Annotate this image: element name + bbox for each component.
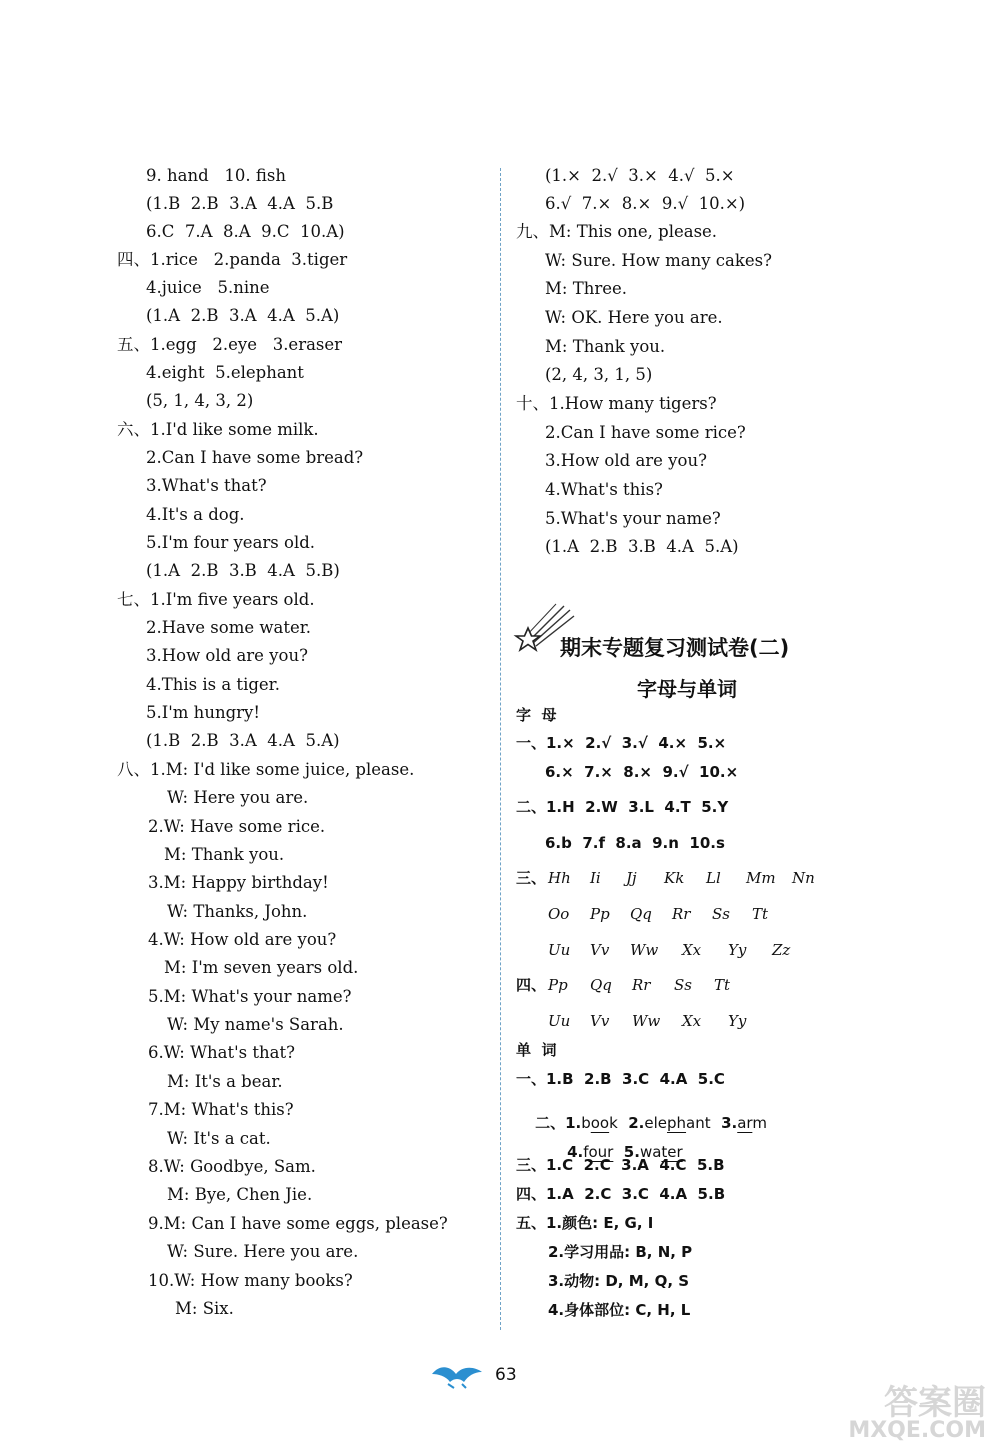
answer-line: (1.B 2.B 3.A 4.A 5.B	[146, 194, 334, 213]
letter-pair: Pp	[548, 976, 568, 994]
answer-line: M: Thank you.	[545, 337, 666, 356]
letter-pair: Rr	[632, 976, 651, 994]
words-heading: 单 词	[516, 1041, 557, 1059]
answer-line: 4.This is a tiger.	[146, 675, 280, 694]
letter-pair: Tt	[752, 905, 769, 923]
letter-pair: Tt	[714, 976, 731, 994]
answer-line: 五、1.颜色: E, G, I	[516, 1214, 654, 1232]
answer-line: 4.身体部位: C, H, L	[548, 1301, 691, 1319]
answer-line: M: Bye, Chen Jie.	[167, 1185, 313, 1204]
answer-line: 10.W: How many books?	[148, 1271, 353, 1290]
letter-pair: Pp	[590, 905, 610, 923]
answer-line: 二、1.H 2.W 3.L 4.T 5.Y	[516, 798, 729, 816]
letter-pair: Ww	[632, 1012, 661, 1030]
answer-line: 4.What's this?	[545, 480, 663, 499]
answer-line: 2.Can I have some bread?	[146, 448, 364, 467]
letter-pair: Yy	[728, 941, 747, 959]
answer-line: 3.动物: D, M, Q, S	[548, 1272, 690, 1290]
answer-line: 一、1.× 2.√ 3.√ 4.× 5.×	[516, 734, 727, 752]
letter-pair: Rr	[672, 905, 691, 923]
letter-pair: Jj	[626, 869, 637, 887]
answer-line: 2.学习用品: B, N, P	[548, 1243, 693, 1261]
answer-line: 四、1.A 2.C 3.C 4.A 5.B	[516, 1185, 726, 1203]
answer-line: 二、1.book 2.elephant 3.arm	[535, 1114, 767, 1132]
answer-line: M: Thank you.	[164, 845, 285, 864]
question-label: 四、	[516, 976, 547, 994]
answer-line: (2, 4, 3, 1, 5)	[545, 365, 653, 384]
answer-line: 4.It's a dog.	[146, 505, 245, 524]
answer-line: 6.× 7.× 8.× 9.√ 10.×	[545, 763, 739, 781]
letter-pair: Ll	[706, 869, 721, 887]
answer-line: 4.W: How old are you?	[148, 930, 337, 949]
answer-line: 3.How old are you?	[146, 646, 308, 665]
answer-line: 2.Have some water.	[146, 618, 312, 637]
answer-line: W: My name's Sarah.	[167, 1015, 344, 1034]
letter-pair: Qq	[630, 905, 652, 923]
column-divider	[500, 168, 501, 1330]
answer-line: 2.W: Have some rice.	[148, 817, 326, 836]
answer-line: 4.eight 5.elephant	[146, 363, 304, 382]
letter-pair: Ss	[674, 976, 692, 994]
answer-line: 十、1.How many tigers?	[516, 394, 717, 413]
answer-line: 2.Can I have some rice?	[545, 423, 746, 442]
letter-pair: Ii	[590, 869, 601, 887]
letter-pair: Nn	[792, 869, 815, 887]
watermark: 答案圈 MXQE.COM	[848, 1383, 986, 1443]
letter-pair: Hh	[548, 869, 571, 887]
question-label: 三、	[516, 869, 547, 887]
answer-line: 6.W: What's that?	[148, 1043, 295, 1062]
section-subtitle: 字母与单词	[637, 677, 737, 701]
answer-line: (1.A 2.B 3.A 4.A 5.A)	[146, 306, 340, 325]
answer-line: 3.What's that?	[146, 476, 267, 495]
answer-line: M: It's a bear.	[167, 1072, 283, 1091]
answer-line: W: OK. Here you are.	[545, 308, 723, 327]
answer-line: 5.I'm four years old.	[146, 533, 316, 552]
answer-line: (1.× 2.√ 3.× 4.√ 5.×	[545, 166, 735, 185]
letter-pair: Mm	[746, 869, 776, 887]
answer-line: M: I'm seven years old.	[164, 958, 359, 977]
answer-line: 九、M: This one, please.	[516, 222, 718, 241]
answer-line: (1.B 2.B 3.A 4.A 5.A)	[146, 731, 340, 750]
letter-pair: Uu	[548, 941, 571, 959]
answer-line: 6.√ 7.× 8.× 9.√ 10.×)	[545, 194, 746, 213]
answer-line: M: Six.	[175, 1299, 234, 1318]
bird-logo-icon	[428, 1360, 488, 1390]
letter-pair: Yy	[728, 1012, 747, 1030]
letter-pair: Xx	[682, 941, 702, 959]
answer-line: 9.M: Can I have some eggs, please?	[148, 1214, 448, 1233]
answer-line: 5.What's your name?	[545, 509, 721, 528]
answer-line: 4.juice 5.nine	[146, 278, 270, 297]
letter-pair: Ss	[712, 905, 730, 923]
answer-line: (1.A 2.B 3.B 4.A 5.B)	[146, 561, 340, 580]
answer-line: 6.C 7.A 8.A 9.C 10.A)	[146, 222, 345, 241]
answer-line: W: It's a cat.	[167, 1129, 271, 1148]
answer-line: 9. hand 10. fish	[146, 166, 286, 185]
letter-pair: Uu	[548, 1012, 571, 1030]
page-number: 63	[495, 1365, 517, 1385]
letter-pair: Xx	[682, 1012, 702, 1030]
answer-line: W: Sure. Here you are.	[167, 1242, 359, 1261]
answer-line: M: Three.	[545, 279, 627, 298]
answer-line: 8.W: Goodbye, Sam.	[148, 1157, 316, 1176]
answer-line: 3.M: Happy birthday!	[148, 873, 329, 892]
answer-line: 八、1.M: I'd like some juice, please.	[117, 760, 415, 779]
answer-line: 5.I'm hungry!	[146, 703, 260, 722]
letters-heading: 字 母	[516, 706, 557, 724]
letter-pair: Ww	[630, 941, 659, 959]
answer-line: 7.M: What's this?	[148, 1100, 294, 1119]
answer-line: 六、1.I'd like some milk.	[117, 420, 319, 439]
letter-pair: Vv	[590, 1012, 610, 1030]
letter-pair: Kk	[664, 869, 685, 887]
answer-line: 6.b 7.f 8.a 9.n 10.s	[545, 834, 725, 852]
answer-line: (1.A 2.B 3.B 4.A 5.A)	[545, 537, 739, 556]
answer-line: W: Here you are.	[167, 788, 309, 807]
letter-pair: Zz	[772, 941, 791, 959]
letter-pair: Oo	[548, 905, 570, 923]
answer-line: 3.How old are you?	[545, 451, 707, 470]
letter-pair: Qq	[590, 976, 612, 994]
answer-line: 七、1.I'm five years old.	[117, 590, 315, 609]
answer-line: 5.M: What's your name?	[148, 987, 352, 1006]
answer-line: 三、1.C 2.C 3.A 4.C 5.B	[516, 1156, 725, 1174]
answer-line: W: Sure. How many cakes?	[545, 251, 772, 270]
answer-line: W: Thanks, John.	[167, 902, 308, 921]
answer-line: 五、1.egg 2.eye 3.eraser	[117, 335, 343, 354]
answer-line: 4.four 5.water	[567, 1143, 683, 1161]
section-title: 期末专题复习测试卷(二)	[560, 636, 790, 660]
answer-line: 一、1.B 2.B 3.C 4.A 5.C	[516, 1070, 725, 1088]
letter-pair: Vv	[590, 941, 610, 959]
answer-line: (5, 1, 4, 3, 2)	[146, 391, 254, 410]
answer-line: 四、1.rice 2.panda 3.tiger	[117, 250, 348, 269]
